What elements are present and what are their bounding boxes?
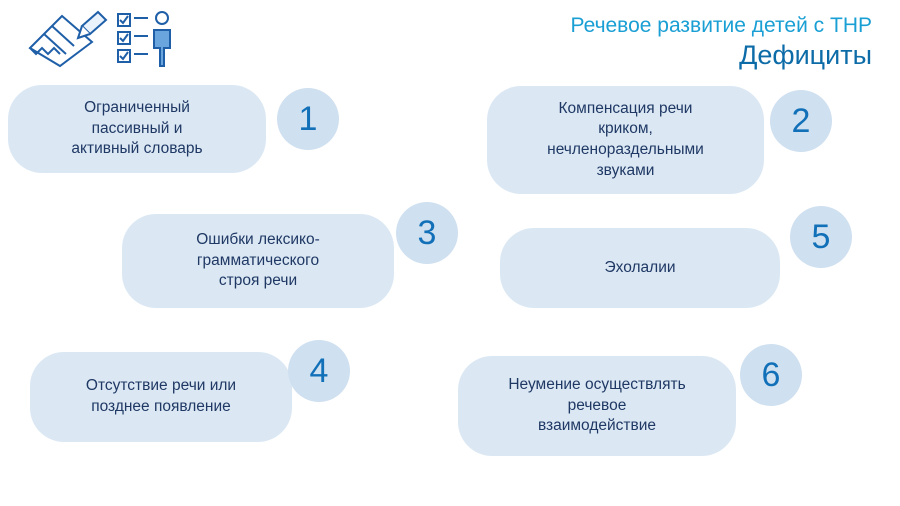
item-6-line-3: взаимодействие — [537, 417, 657, 435]
item-badge-4: 4 — [288, 340, 350, 402]
item-pill-2[interactable] — [487, 86, 764, 194]
item-2-line-1: Компенсация речи — [558, 99, 693, 117]
item-6-line-2: речевое — [567, 396, 627, 414]
item-badge-3: 3 — [396, 202, 458, 264]
item-pill-3[interactable] — [122, 214, 394, 308]
item-4-line-2: позднее появление — [91, 398, 231, 415]
item-2-line-4: звуками — [596, 161, 655, 179]
item-1-line-2: пассивный и — [91, 119, 183, 137]
item-badge-6: 6 — [740, 344, 802, 406]
item-6-line-1: Неумение осуществлять — [508, 376, 686, 394]
item-badge-1: 1 — [277, 88, 339, 150]
item-3-line-1: Ошибки лексико- — [196, 231, 320, 249]
title-line-2: Дефициты — [739, 39, 872, 70]
item-2-line-2: криком, — [598, 120, 653, 138]
slide-title — [571, 14, 873, 70]
item-pill-4[interactable] — [30, 352, 292, 442]
item-pill-5[interactable] — [500, 228, 780, 308]
title-line-1: Речевое развитие детей с ТНР — [570, 14, 872, 37]
item-pill-6[interactable] — [458, 356, 736, 456]
item-badge-2: 2 — [770, 90, 832, 152]
item-5-line-1: Эхолалии — [604, 258, 676, 276]
item-1-line-3: активный словарь — [71, 140, 203, 158]
decorative-icons-group — [22, 8, 182, 70]
item-2-line-3: нечленораздельными — [547, 141, 704, 158]
item-1-line-1: Ограниченный — [84, 99, 190, 117]
item-badge-5: 5 — [790, 206, 852, 268]
item-3-line-2: грамматического — [196, 251, 320, 269]
item-pill-1[interactable] — [8, 85, 266, 173]
item-4-line-1: Отсутствие речи или — [85, 377, 237, 395]
notebook-pencil-icon — [22, 8, 182, 70]
item-3-line-3: строя речи — [218, 272, 298, 290]
